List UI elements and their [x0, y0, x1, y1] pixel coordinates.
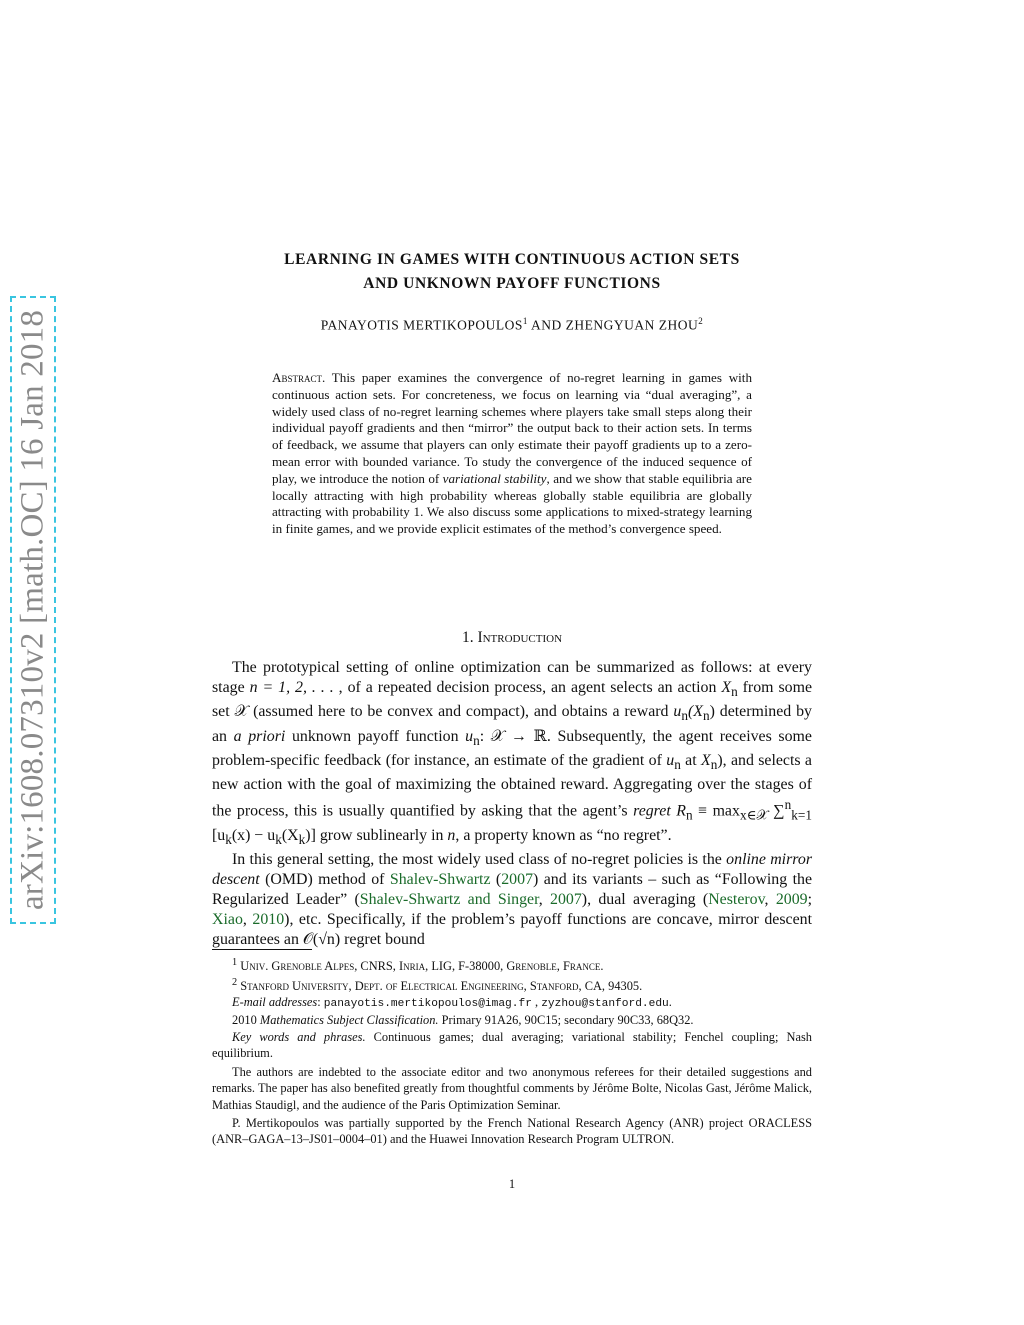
footnote-emails: E-mail addresses: panayotis.mertikopoulos@imag.fr , zyzhou@stanford.edu.	[232, 995, 672, 1011]
abstract-emphasis: variational stability	[442, 470, 547, 486]
math: X	[721, 679, 732, 697]
section-number: 1.	[461, 629, 474, 646]
introduction-body	[212, 658, 812, 951]
email-label: E-mail addresses	[232, 995, 318, 1010]
abstract-label: Abstract.	[272, 370, 326, 385]
footnote-affiliation-1	[212, 955, 812, 975]
math: ∑	[767, 802, 785, 820]
msc-codes: Primary 91A26, 90C15; secondary 90C33, 68Q32.	[438, 1013, 694, 1028]
math-subscript: n	[674, 757, 681, 773]
author-line	[200, 316, 824, 334]
math: (X	[687, 703, 703, 721]
math: u	[465, 727, 474, 745]
citation-link[interactable]: Shalev-Shwartz and Singer	[359, 891, 539, 909]
footnotes	[212, 955, 812, 1148]
author-2: ZHENGYUAN ZHOU	[565, 317, 699, 333]
footnote-msc: 2010 Mathematics Subject Classification. Primary 91A26, 90C15; secondary 90C33, 68Q32.	[232, 1013, 694, 1028]
arxiv-identifier: arXiv:1608.07310v2 [math.OC] 16 Jan 2018	[14, 309, 51, 911]
keywords: Continuous games; dual averaging; variational stability; Fenchel coupling; Nash equilibrium.	[212, 1029, 812, 1061]
math-subscript: n	[702, 708, 710, 724]
math: [u	[212, 826, 226, 844]
math: ≡ max	[692, 802, 740, 820]
math-subscript: x∈𝒳	[739, 807, 768, 823]
footnote-mark: 2	[232, 976, 238, 988]
math: )]	[305, 826, 316, 844]
math: X	[700, 751, 711, 769]
citation-link[interactable]: Nesterov	[708, 891, 765, 909]
math: 𝒳	[234, 703, 249, 721]
footnote-keywords	[212, 1029, 812, 1062]
citation-link[interactable]: 2007	[550, 891, 582, 909]
math-subscript: n	[710, 757, 718, 773]
paper-title	[200, 248, 824, 296]
page-number: 1	[508, 1177, 516, 1191]
arxiv-identifier-stamp	[10, 296, 56, 924]
email-link[interactable]: panayotis.mertikopoulos@imag.fr	[323, 998, 532, 1011]
author-1: PANAYOTIS MERTIKOPOULOS	[320, 317, 523, 333]
emphasis: online mirror descent	[212, 851, 813, 889]
footnote-acknowledgements: The authors are indebted to the associate editor and two anonymous referees for their detailed suggestions and remarks. The paper has also benefited greatly from thoughtful comments by Jérôme Bolte, Nicolas Gast, Jérôme Malick, Mathias Staudigl, and the audience of the Paris Optimization Seminar.	[212, 1064, 812, 1112]
emphasis: a priori	[233, 727, 286, 745]
keywords-label: Key words and phrases.	[232, 1029, 366, 1044]
math-subscript: k	[225, 831, 232, 847]
citation-link[interactable]: Xiao	[212, 911, 243, 929]
math: u	[673, 703, 682, 721]
math-subscript: k	[275, 831, 282, 847]
math: R	[676, 802, 686, 820]
footnote-mark: 1	[232, 957, 238, 968]
footnote-funding: P. Mertikopoulos was partially supported by the French National Research Agency (ANR) project ORACLESS (ANR–GAGA–13–JS01–0004–01) and the Huawei Innovation Research Program ULTRON.	[212, 1115, 812, 1147]
affiliation-1: Univ. Grenoble Alpes, CNRS, Inria, LIG, F-38000, Grenoble, France.	[240, 959, 604, 974]
citation-link[interactable]: 2007	[501, 871, 534, 889]
author-2-mark: 2	[698, 316, 704, 326]
math: (x) − u	[231, 826, 276, 844]
email-link[interactable]: zyzhou@stanford.edu	[541, 998, 669, 1011]
math: u	[666, 751, 675, 769]
footnote-rule	[212, 949, 312, 950]
math: n	[447, 826, 456, 844]
msc-label: Mathematics Subject Classification.	[259, 1013, 439, 1028]
title-line-2: AND UNKNOWN PAYOFF FUNCTIONS	[363, 275, 661, 292]
emphasis: regret	[633, 802, 671, 820]
abstract	[272, 370, 752, 538]
section-title: Introduction	[477, 629, 563, 646]
intro-paragraph-1: The prototypical setting of online optimization can be summarized as follows: at every stage n = 1, 2, . . . , of a repeated decision process, an agent selects an action $X_n$ from some set 𝒳 (assumed here to be convex and compact), and obtains a reward $u_n(X_n)$ determined by an a priori unknown payoff function $u_n$: 𝒳 → ℝ. Subsequently, the agent receives some problem-specific feedback (for instance, an estimate of the gradient of $u_n$ at $X_n$), and selects a new action with the goal of maximizing the obtained reward. Aggregating over the stages of the process, this is usually quantified by asking that the agent’s regret $R_n \equiv \max_{x\in 𝒳} \sum^n_{k=1}$ $[u_k(x) - u_k(X_k)]$ grow sublinearly in n, a property known as “no regret”.	[212, 659, 813, 847]
title-line-1: LEARNING IN GAMES WITH CONTINUOUS ACTION SETS	[284, 251, 740, 268]
footnote-affiliation-2	[212, 975, 812, 995]
abstract-text-1: This paper examines the convergence of no-regret learning in games with continuous action sets. For concreteness, we focus on learning via “dual averaging”, a widely used class of no-regret learning schemes where players take small steps along their individual payoff gradients and then “mirror” the output back to their action sets. In terms of feedback, we assume that players can only estimate their payoff gradients up to a zero-mean error with bounded variance. To study the convergence of the induced sequence of play, we introduce the notion of	[272, 370, 752, 486]
intro-paragraph-2: In this general setting, the most widely used class of no-regret policies is the online mirror descent (OMD) method of Shalev-Shwartz (2007) and its variants – such as “Following the Regularized Leader” (Shalev-Shwartz and Singer, 2007), dual averaging (Nesterov, 2009; Xiao, 2010), etc. Specifically, if the problem’s payoff functions are concave, mirror descent guarantees an 𝒪(√n) regret bound	[212, 851, 813, 949]
math: (X	[281, 826, 299, 844]
math: : 𝒳 → ℝ	[479, 727, 547, 745]
math: n = 1, 2, . . .	[249, 679, 339, 697]
author-conjunction: AND	[527, 317, 566, 333]
math-subscript: n	[731, 684, 738, 700]
math-subscript: n	[473, 732, 480, 748]
author-1-mark: 1	[522, 316, 528, 326]
math-subscript: n	[681, 708, 688, 724]
math-subscript: k	[298, 831, 306, 847]
citation-link[interactable]: 2010	[252, 911, 285, 929]
citation-link[interactable]: 2009	[775, 891, 808, 909]
citation-link[interactable]: Shalev-Shwartz	[389, 871, 491, 889]
section-heading	[200, 629, 824, 647]
math-subscript: n	[685, 807, 693, 823]
math: 𝒪(√n)	[302, 931, 341, 949]
math-superscript: n	[784, 797, 792, 813]
affiliation-2: Stanford University, Dept. of Electrical Engineering, Stanford, CA, 94305.	[240, 978, 643, 993]
math-subscript: k=1	[791, 807, 812, 823]
abstract-text-2: , and we show that stable equilibria are locally attracting with high probability whereas globally stable equilibria are globally attracting with probability 1. We also discuss some applications to mixed-strategy learning in finite games, and we provide explicit estimates of the method’s convergence speed.	[272, 470, 752, 537]
